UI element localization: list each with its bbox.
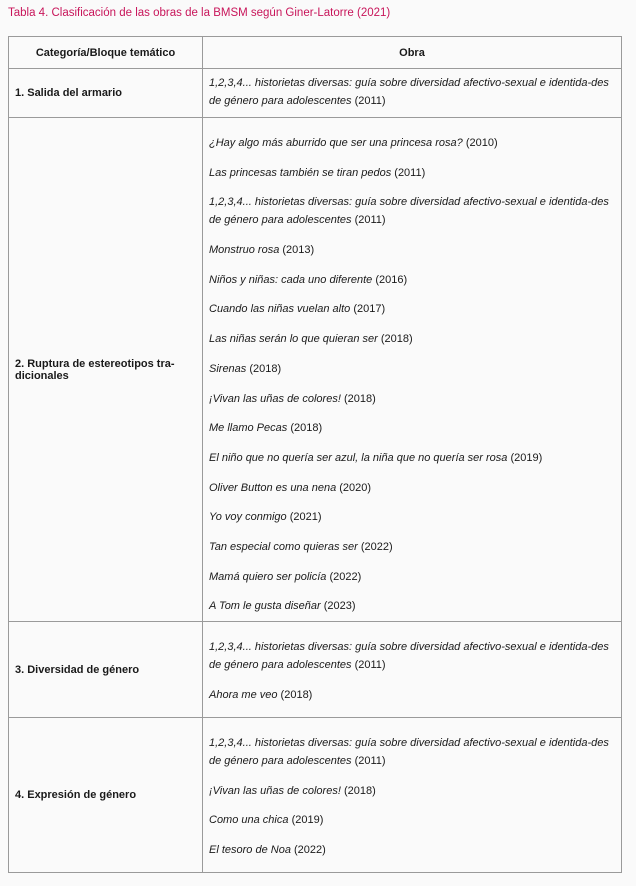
work-title: Tan especial como quieras ser xyxy=(209,540,358,553)
category-cell: 4. Expresión de género xyxy=(9,718,203,873)
work-entry xyxy=(209,538,615,556)
work-year: (2010) xyxy=(465,137,498,149)
work-year: (2020) xyxy=(339,481,372,494)
work-entry xyxy=(209,686,615,704)
table-row xyxy=(9,718,622,873)
work-entry xyxy=(209,330,615,348)
work-entry xyxy=(209,449,615,467)
work-entry xyxy=(209,360,615,378)
work-year: (2013) xyxy=(282,244,315,257)
works-cell xyxy=(203,718,622,873)
work-title: Las princesas también se tiran pedos xyxy=(209,166,392,179)
work-entry xyxy=(209,638,615,674)
work-year: (2016) xyxy=(375,273,408,286)
work-title: El niño que no quería ser azul, la niña que no quería ser rosa xyxy=(209,451,508,464)
work-entry xyxy=(209,734,615,770)
work-entry xyxy=(209,271,615,289)
work-title: Ahora me veo xyxy=(209,689,278,701)
column-header-work: Obra xyxy=(203,37,622,69)
table-caption: Tabla 4. Clasificación de las obras de la BMSM según Giner-Latorre (2021) xyxy=(8,7,391,19)
work-year: (2018) xyxy=(280,689,313,701)
work-entry xyxy=(209,568,615,586)
work-entry xyxy=(209,300,615,318)
work-entry xyxy=(209,782,615,800)
work-entry xyxy=(209,419,615,437)
work-year: (2018) xyxy=(290,422,323,435)
work-year: (2011) xyxy=(354,214,386,227)
work-entry xyxy=(209,164,615,182)
work-entry xyxy=(209,193,615,229)
work-year: (2011) xyxy=(354,659,386,672)
work-title: 1,2,3,4... historietas diversas: guía sobre diversidad afectivo-sexual e identida-des de género para adolescentes xyxy=(209,196,609,227)
work-title: Yo voy conmigo xyxy=(209,511,287,524)
work-entry xyxy=(209,479,615,497)
work-title: ¡Vivan las uñas de colores! xyxy=(209,392,341,405)
work-year: (2022) xyxy=(360,540,393,553)
work-entry xyxy=(209,390,615,408)
work-year: (2019) xyxy=(291,814,324,827)
work-title: Como una chica xyxy=(209,814,289,827)
category-cell: 1. Salida del armario xyxy=(9,69,203,118)
work-year: (2023) xyxy=(323,600,356,613)
work-title: ¡Vivan las uñas de colores! xyxy=(209,784,341,797)
work-year: (2022) xyxy=(329,570,362,583)
table-row xyxy=(9,69,622,118)
work-entry xyxy=(209,241,615,259)
work-year: (2018) xyxy=(249,362,282,375)
work-year: (2017) xyxy=(353,303,386,316)
work-title: Las niñas serán lo que quieran ser xyxy=(209,333,378,346)
work-year: (2018) xyxy=(343,392,376,405)
work-year: (2011) xyxy=(354,95,386,107)
work-title: Me llamo Pecas xyxy=(209,422,288,435)
work-year: (2019) xyxy=(510,451,543,464)
work-title: 1,2,3,4... historietas diversas: guía sobre diversidad afectivo-sexual e identida-des de género para adolescentes xyxy=(209,641,609,672)
work-year: (2018) xyxy=(380,333,413,346)
work-entry xyxy=(209,74,615,110)
work-year: (2011) xyxy=(394,166,426,179)
work-title: A Tom le gusta diseñar xyxy=(209,600,321,613)
classification-table xyxy=(8,36,622,873)
work-title: 1,2,3,4... historietas diversas: guía sobre diversidad afectivo-sexual e identida-des de género para adolescentes xyxy=(209,737,609,767)
work-title: Niños y niñas: cada uno diferente xyxy=(209,273,373,286)
work-entry xyxy=(209,597,615,615)
work-title: Oliver Button es una nena xyxy=(209,481,337,494)
work-title: 1,2,3,4... historietas diversas: guía sobre diversidad afectivo-sexual e identida-des de género para adolescentes xyxy=(209,77,609,107)
work-year: (2021) xyxy=(289,511,322,524)
category-cell: 3. Diversidad de género xyxy=(9,622,203,718)
work-year: (2018) xyxy=(343,784,376,797)
category-cell: 2. Ruptura de estereotipos tra-dicionales xyxy=(9,118,203,622)
work-title: Mamá quiero ser policía xyxy=(209,570,327,583)
table-row xyxy=(9,118,622,622)
work-title: Cuando las niñas vuelan alto xyxy=(209,303,351,316)
work-title: ¿Hay algo más aburrido que ser una princesa rosa? xyxy=(209,137,463,149)
work-title: El tesoro de Noa xyxy=(209,844,291,857)
works-cell xyxy=(203,622,622,718)
work-year: (2022) xyxy=(294,844,326,857)
work-entry xyxy=(209,811,615,829)
work-entry xyxy=(209,508,615,526)
work-entry xyxy=(209,841,615,859)
works-cell xyxy=(203,118,622,622)
column-header-category: Categoría/Bloque temático xyxy=(9,37,203,69)
work-entry xyxy=(209,134,615,152)
work-title: Monstruo rosa xyxy=(209,244,280,257)
work-title: Sirenas xyxy=(209,362,247,375)
works-cell xyxy=(203,69,622,118)
work-year: (2011) xyxy=(354,755,386,767)
table-header-row xyxy=(9,37,622,69)
table-row xyxy=(9,622,622,718)
